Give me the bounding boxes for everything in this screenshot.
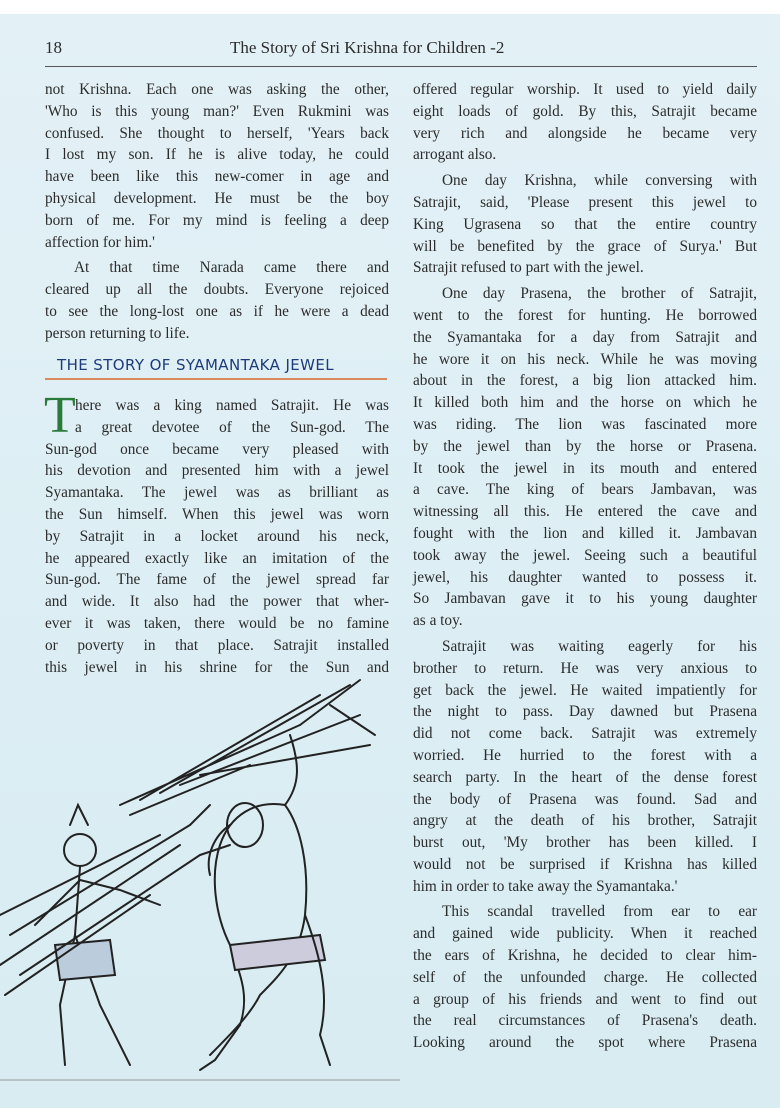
text-line: and gained wide publicity. When it reached: [413, 925, 757, 943]
paragraph: [413, 79, 757, 166]
paragraph: [45, 79, 389, 253]
text-line: the real circumstances of Prasena's death.: [413, 1012, 757, 1030]
text-line: get back the jewel. He waited impatiently for: [413, 681, 757, 699]
book-title: The Story of Sri Krishna for Children -2: [230, 38, 505, 57]
text-line: to see the long-lost one as if he were a dead: [45, 302, 389, 320]
text-line: Satrajit was waiting eagerly for his: [442, 637, 757, 655]
text-line: It killed both him and the horse on which he: [413, 394, 757, 412]
text-line: It took the jewel in its mouth and entered: [413, 459, 757, 477]
text-line: Syamantaka. The jewel was as brilliant as: [45, 484, 389, 502]
paragraph: [413, 170, 757, 279]
text-line: would not be surprised if Krishna has killed: [413, 855, 757, 873]
text-line: jewel, his daughter wanted to possess it.: [413, 568, 757, 586]
illustration-krishna-fighting-jambavan: [0, 675, 400, 1095]
running-header: [45, 36, 757, 67]
text-line: arrogant also.: [413, 146, 497, 164]
text-line: did not come back. Satrajit was extremely: [413, 725, 757, 743]
text-line: burst out, 'My brother has been killed. I: [413, 834, 757, 852]
paragraph: [413, 283, 757, 632]
text-line: cleared up all the doubts. Everyone rejoiced: [45, 281, 389, 299]
text-line: physical development. He must be the boy: [45, 189, 389, 207]
text-line: went to the forest for hunting. He borrowed: [413, 306, 757, 324]
text-line: he appeared exactly like an imitation of the: [45, 549, 389, 567]
paragraph: [413, 636, 757, 898]
text-line: King Ugrasena so that the entire country: [413, 215, 757, 233]
text-line: took away the jewel. Seeing such a beautiful: [413, 546, 757, 564]
text-line: a cave. The king of bears Jambavan, was: [413, 481, 757, 499]
text-line: Looking around the spot where Prasena: [413, 1034, 757, 1052]
text-line: At that time Narada came there and: [74, 259, 389, 277]
text-line: Sun-god. The fame of the jewel spread far: [45, 571, 389, 589]
text-line: will be benefited by the grace of Surya.' But: [413, 237, 757, 255]
text-line: Satrajit refused to part with the jewel.: [413, 259, 644, 277]
drop-cap: T: [44, 387, 76, 444]
text-line: offered regular worship. It used to yield daily: [413, 81, 757, 98]
right-column: [413, 79, 757, 1058]
text-line: this jewel in his shrine for the Sun and: [45, 658, 389, 676]
text-line: confused. She thought to herself, 'Years back: [45, 124, 389, 142]
text-line: So Jambavan gave it to his young daughter: [413, 590, 757, 608]
text-line: search party. In the heart of the dense forest: [413, 768, 757, 786]
text-line: by Satrajit in a locket around his neck,: [45, 527, 389, 545]
text-line: about in the forest, a big lion attacked him.: [413, 372, 757, 390]
text-line: Satrajit, said, 'Please present this jewel to: [413, 193, 757, 211]
text-line: the body of Prasena was found. Sad and: [413, 790, 757, 808]
text-line: a great devotee of the Sun-god. The: [75, 418, 389, 436]
text-line: as a toy.: [413, 612, 463, 630]
text-line: and wide. It also had the power that wher-: [45, 593, 389, 611]
text-line: or poverty in that place. Satrajit installed: [45, 636, 389, 654]
text-line: him in order to take away the Syamantaka.': [413, 877, 678, 895]
text-line: 'Who is this young man?' Even Rukmini was: [45, 102, 389, 120]
text-line: by the jewel than by the horse or Prasena.: [413, 437, 757, 455]
page-number: 18: [45, 38, 62, 57]
text-line: have been like this new-comer in age and: [45, 168, 389, 186]
text-line: I lost my son. If he is alive today, he could: [45, 146, 389, 164]
section-heading: THE STORY OF SYAMANTAKA JEWEL: [45, 356, 387, 380]
text-line: person returning to life.: [45, 324, 190, 342]
text-line: One day Prasena, the brother of Satrajit,: [442, 285, 757, 303]
paragraph: [413, 901, 757, 1054]
text-line: a group of his friends and went to find out: [413, 990, 757, 1008]
text-line: eight loads of gold. By this, Satrajit became: [413, 102, 757, 120]
text-line: ever it was taken, there would be no famine: [45, 614, 389, 632]
text-line: One day Krishna, while conversing with: [442, 172, 757, 190]
text-line: the Sun himself. When this jewel was worn: [45, 505, 389, 523]
text-line: not Krishna. Each one was asking the other,: [45, 81, 389, 98]
paragraph: [45, 257, 389, 344]
text-line: born of me. For my mind is feeling a deep: [45, 211, 389, 229]
text-line: was riding. The lion was fascinated more: [413, 415, 757, 433]
text-line: the ears of Krishna, he decided to clear him-: [413, 947, 757, 965]
text-line: his devotion and presented him with a jewel: [45, 462, 389, 480]
text-line: brother to return. He was very anxious to: [413, 659, 757, 677]
text-line: angry at the death of his brother, Satrajit: [413, 812, 757, 830]
text-line: very rich and alongside he became very: [413, 124, 757, 142]
left-column: [45, 79, 389, 349]
text-line: the night to pass. Day dawned but Prasena: [413, 703, 757, 721]
text-line: here was a king named Satrajit. He was: [75, 397, 389, 414]
text-line: affection for him.': [45, 233, 155, 251]
drop-cap-paragraph: [44, 387, 389, 678]
text-line: witnessing all this. He entered the cave and: [413, 503, 757, 521]
text-line: This scandal travelled from ear to ear: [442, 903, 757, 921]
text-line: he wore it on his neck. While he was moving: [413, 350, 757, 368]
text-line: worried. He hurried to the forest with a: [413, 746, 757, 764]
text-line: fought with the lion and killed it. Jambavan: [413, 524, 757, 542]
text-line: Sun-god once became very pleased with: [45, 440, 389, 458]
text-line: self of the unfounded charge. He collected: [413, 968, 757, 986]
text-line: the Syamantaka for a day from Satrajit and: [413, 328, 757, 346]
